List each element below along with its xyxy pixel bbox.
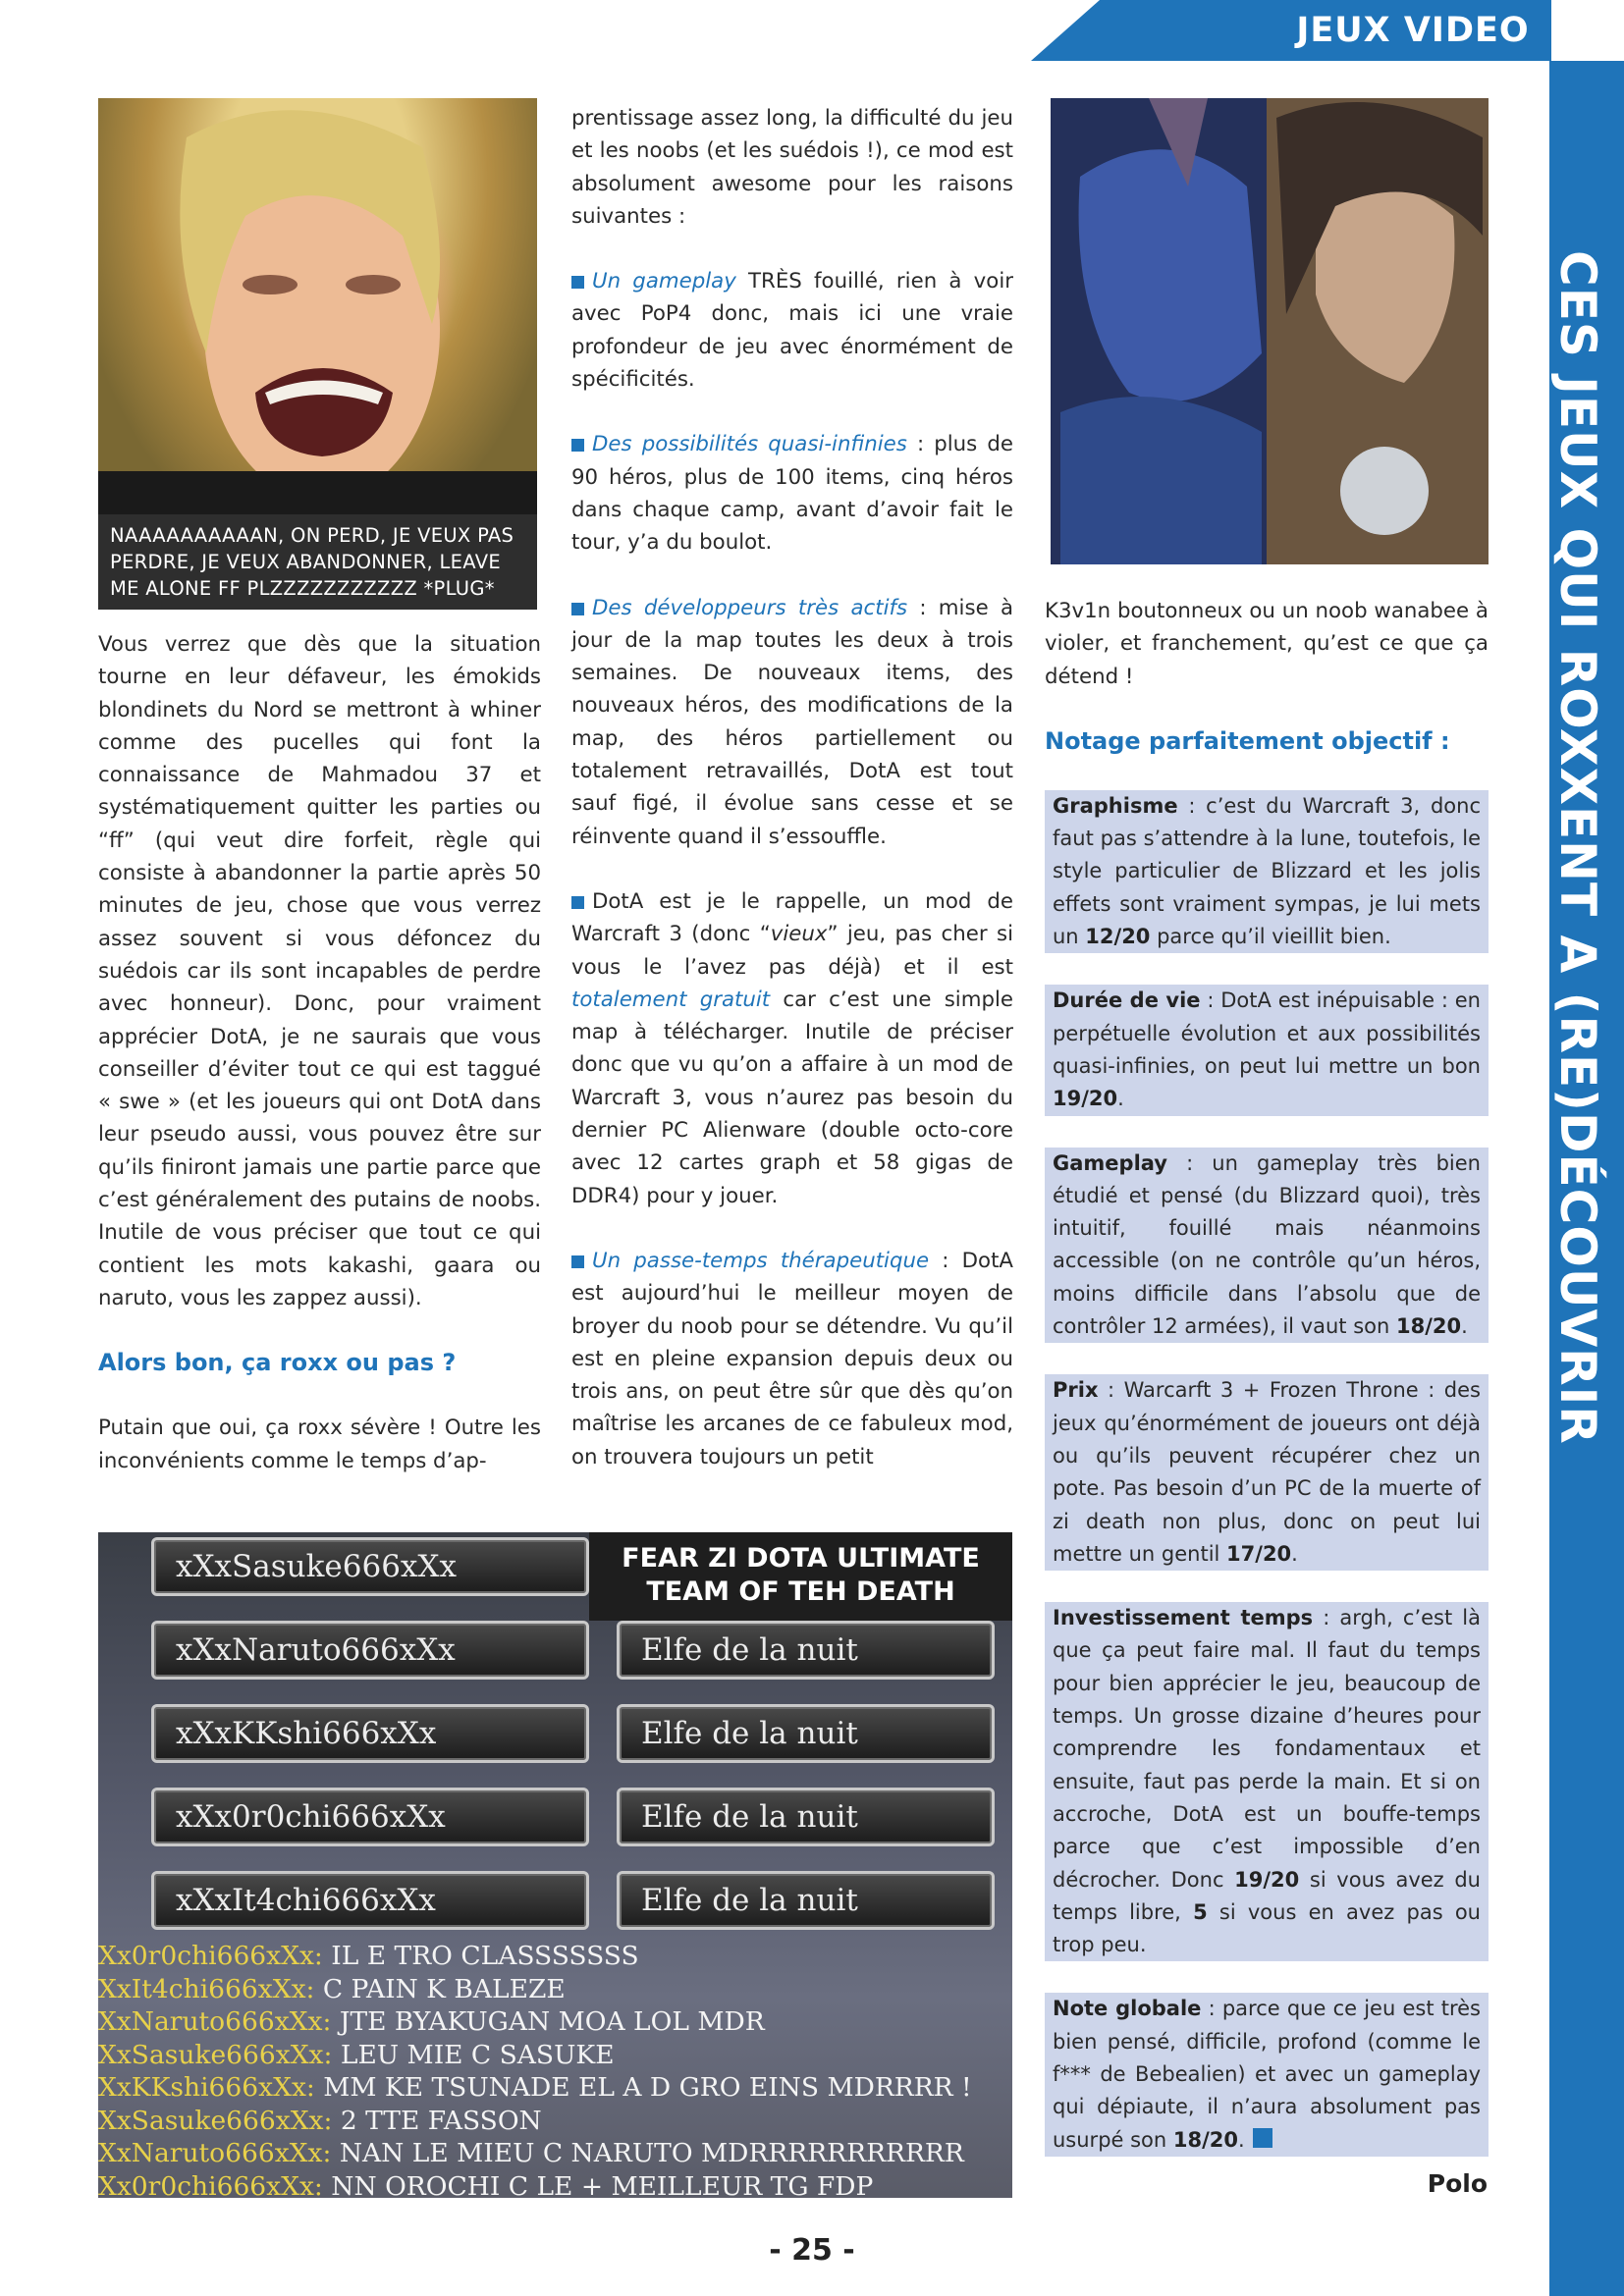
chat-line: [98, 2137, 964, 2170]
rating-note-tail: .: [1238, 2127, 1245, 2152]
rating-note-score: 17/20: [1226, 1541, 1292, 1566]
crying-face-illustration: [98, 98, 537, 514]
chat-user: XxKKshi666xXx:: [98, 2072, 315, 2103]
rating-note-tail: .: [1291, 1541, 1298, 1566]
rating-note: [1045, 1993, 1489, 2156]
chat-user: XxNaruto666xXx:: [98, 2006, 332, 2037]
rating-note-text: : Warcarft 3 + Frozen Throne : des jeux qu’énormément de joueurs ont déjà ou qu’ils peuvent récupérer chez un pote. Pas besoin d’un PC de la muerte of zi death non plus, donc on peut lui mettre un gentil: [1053, 1378, 1481, 1566]
rating-note-score: 19/20: [1053, 1087, 1118, 1111]
race-slot: Elfe de la nuit: [617, 1788, 995, 1846]
chat-user: Xx0r0chi666xXx:: [98, 1941, 323, 1971]
player-name-slot: xXxKKshi666xXx: [151, 1704, 589, 1763]
chat-message: MM KE TSUNADE EL A D GRO EINS MDRRRR !: [314, 2072, 972, 2103]
rating-note-text: : parce que ce jeu est très bien pensé, difficile, profond (comme le f*** de Bebealien) et avec un gameplay qui dépiaute, il n’aura absolument pas usurpé son: [1053, 1997, 1481, 2152]
rating-heading: Notage parfaitement objectif :: [1045, 726, 1450, 755]
column-3: [1045, 595, 1489, 2188]
end-mark-icon: [1253, 2128, 1272, 2148]
race-slot: Elfe de la nuit: [617, 1871, 995, 1930]
rating-note-tail: parce qu’il vieillit bien.: [1150, 925, 1391, 949]
bullet-square-icon: [571, 276, 584, 289]
rating-note: [1045, 1602, 1489, 1961]
rating-note-label: Investissement temps: [1053, 1606, 1314, 1630]
player-name-slot: xXxNaruto666xXx: [151, 1621, 589, 1680]
bullet-developpeurs: Des développeurs très actifs : mise à jour de la map toutes les deux à trois semaines. De nouveaux items, des nouveaux héros, des modifications de la map, des héros partiellement ou totalement retravaillés, DotA est tout sauf figé, il évolue sans cesse et se réinvente quand il s’essouffle.: [571, 595, 1013, 849]
rating-note-score2: 5: [1193, 1899, 1208, 1924]
bullet-square-icon: [571, 439, 584, 452]
rating-note-label: Durée de vie: [1053, 988, 1201, 1013]
warcraft-heroes-artwork: [1051, 98, 1489, 564]
rating-note-tail: si vous avez du temps libre,: [1053, 1867, 1481, 1924]
rating-note-text: : argh, c’est là que ça peut faire mal. Il faut du temps pour bien apprécier le jeu, beaucoup de temps. Un grosse dizaine d’heures pour comprendre les fondamentaux et ensuite, faut pas perde la main. Et si on accroche, DotA est un bouffe-temps parce que c’est impossible d’en décrocher. Donc: [1053, 1606, 1481, 1892]
bullet-square-icon: [571, 1255, 584, 1268]
chat-line: [98, 2170, 873, 2199]
rating-note-label: Gameplay: [1053, 1150, 1167, 1175]
chat-user: XxIt4chi666xXx:: [98, 1973, 315, 2004]
bullet-therapeutique: Un passe-temps thérapeutique : DotA est aujourd’hui le meilleur moyen de broyer du noob pour se détendre. Vu qu’il est en pleine expansion depuis deux ou trois ans, on peut être sûr que dès qu’on maîtrise les arcanes de ce fabuleux mod, on trouvera toujours un petit: [571, 1248, 1013, 1469]
rating-note-tail: .: [1117, 1087, 1124, 1111]
column-1: [98, 628, 541, 1510]
chat-user: XxNaruto666xXx:: [98, 2138, 332, 2168]
chat-user: XxSasuke666xXx:: [98, 2105, 333, 2136]
bullet-gameplay: Un gameplay TRÈS fouillé, rien à voir avec PoP4 donc, mais ici une vraie profondeur de jeu avec énormément de spécificités.: [571, 269, 1013, 393]
rating-note-text: : DotA est inépuisable : en perpétuelle évolution et aux possibilités quasi-infinies, on peut lui mettre un bon: [1053, 988, 1481, 1078]
rating-note-score: 18/20: [1172, 2127, 1239, 2152]
chat-line: [98, 1973, 566, 2006]
rating-note-label: Prix: [1053, 1378, 1099, 1403]
chat-line: [98, 2039, 615, 2072]
player-name-slot: xXxSasuke666xXx: [151, 1537, 589, 1596]
rating-note-score: 12/20: [1085, 925, 1151, 949]
page-number: - 25 -: [769, 2233, 855, 2268]
bullet-possibilites: Des possibilités quasi-infinies : plus de 90 héros, plus de 100 items, cinq héros dans chaque camp, avant d’avoir fait le tour, y’a du boulot.: [571, 432, 1013, 556]
chat-user: XxSasuke666xXx:: [98, 2039, 333, 2070]
rating-note-text: : c’est du Warcraft 3, donc faut pas s’attendre à la lune, toutefois, le style particulier de Blizzard et les jolis effets sont vraiment sympas, je lui mets un: [1053, 793, 1481, 949]
col2-paragraph-1: prentissage assez long, la difficulté du jeu et les noobs (et les suédois !), ce mod est absolument awesome pour les raisons suivantes :: [571, 106, 1013, 229]
chat-line: [98, 1940, 639, 1973]
col1-heading: Alors bon, ça roxx ou pas ?: [98, 1349, 457, 1377]
bullet-square-icon: [571, 603, 584, 615]
chat-message: JTE BYAKUGAN MOA LOL MDR: [331, 2006, 765, 2037]
rating-note-tail: .: [1461, 1314, 1468, 1339]
chat-line: [98, 2071, 972, 2105]
column-2: [571, 102, 1013, 1506]
bullet-square-icon: [571, 896, 584, 909]
chat-message: IL E TRO CLASSSSSSS: [322, 1941, 639, 1971]
chat-line: [98, 2105, 542, 2138]
chat-message: NN OROCHI C LE + MEILLEUR TG FDP: [322, 2170, 874, 2198]
race-slot: Elfe de la nuit: [617, 1621, 995, 1680]
rating-note-label: Note globale: [1053, 1997, 1202, 2021]
rating-note: [1045, 1148, 1489, 1344]
rating-note-text: : un gameplay très bien étudié et pensé (du Blizzard quoi), très intuitif, fouillé mais néanmoins accessible (on ne contrôle qu’un héros, moins difficile dans l’absolu que de contrôler 12 armées), il vaut son: [1053, 1150, 1481, 1339]
crying-photo-caption: NAAAAAAAAAAN, ON PERD, JE VEUX PAS PERDRE, JE VEUX ABANDONNER, LEAVE ME ALONE FF PLZZZZZZZZZZZ *PLUG*: [98, 514, 537, 610]
chat-user: Xx0r0chi666xXx:: [98, 2170, 323, 2198]
rating-note-score: 18/20: [1395, 1314, 1462, 1339]
rating-notes: [1045, 790, 1489, 2157]
team-title: FEAR ZI DOTA ULTIMATE TEAM OF TEH DEATH: [589, 1532, 1012, 1621]
dota-lobby-screenshot: [98, 1532, 1012, 2198]
chat-message: C PAIN K BALEZE: [314, 1973, 566, 2004]
rating-note-label: Graphisme: [1053, 793, 1178, 818]
player-name-slot: xXxIt4chi666xXx: [151, 1871, 589, 1930]
chat-line: [98, 2005, 765, 2039]
rating-note-score: 19/20: [1234, 1867, 1300, 1892]
rating-note: [1045, 985, 1489, 1115]
section-title: JEUX VIDEO: [1296, 11, 1530, 50]
race-slot: Elfe de la nuit: [617, 1704, 995, 1763]
heroes-illustration: [1051, 98, 1489, 564]
col3-paragraph-1: K3v1n boutonneux ou un noob wanabee à violer, et franchement, qu’est ce que ça détend !: [1045, 599, 1489, 689]
chat-message: 2 TTE FASSON: [332, 2105, 542, 2136]
rating-note-tail2: si vous en avez pas ou trop peu.: [1053, 1899, 1481, 1957]
crying-photo: [98, 98, 537, 514]
rating-note: [1045, 790, 1489, 953]
bullet-mod-warcraft: DotA est je le rappelle, un mod de Warcraft 3 (donc “vieux” jeu, pas cher si vous le l’avez pas déjà) et il est totalement gratuit car c’est une simple map à télécharger. Inutile de préciser donc que vu qu’on a affaire à un mod de Warcraft 3, vous n’aurez pas besoin du dernier PC Alienware (double octo-core avec 12 cartes graph et 58 gigas de DDR4) pour y jouer.: [571, 888, 1013, 1208]
chat-message: LEU MIE C SASUKE: [332, 2039, 615, 2070]
sidebar-title: [1549, 250, 1624, 1615]
author: Polo: [1427, 2169, 1488, 2198]
sidebar-title-text: CES JEUX QUI ROXXENT A (RE)DÉCOUVRIR: [1549, 250, 1606, 1445]
col1-paragraph-1: Vous verrez que dès que la situation tourne en leur défaveur, les émokids blondinets du Nord se mettront à whiner comme des pucelles qui font la connaissance de Mahmadou 37 et systématiquement quitter les parties ou “ff” (qui veut dire forfeit, règle qui consiste à abandonner la partie après 50 minutes de jeu, chose que vous verrez assez souvent si vous défoncez du suédois car ils sont incapables de perdre avec honneur). Donc, pour vraiment apprécier DotA, je ne saurais que vous conseiller d’éviter tout ce qui est taggué « swe » (et les joueurs qui ont DotA dans leur pseudo aussi, vous pouvez être sur qu’ils finiront jamais une partie parce que c’est généralement des putains de noobs. Inutile de vous préciser que tout ce qui contient les mots kakashi, gaara ou naruto, vous les zappez aussi).: [98, 632, 541, 1310]
chat-message: NAN LE MIEU C NARUTO MDRRRRRRRRRRR: [331, 2138, 964, 2168]
player-name-slot: xXx0r0chi666xXx: [151, 1788, 589, 1846]
col1-paragraph-2: Putain que oui, ça roxx sévère ! Outre les inconvénients comme le temps d’ap-: [98, 1415, 541, 1473]
rating-note: [1045, 1374, 1489, 1571]
